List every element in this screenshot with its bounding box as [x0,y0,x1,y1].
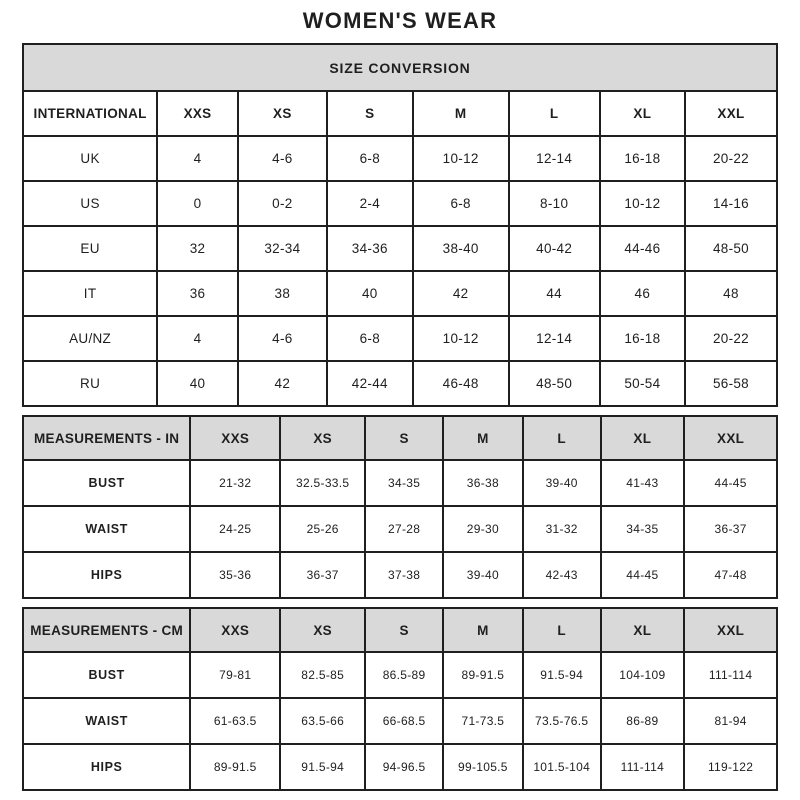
column-header-cell: XL [601,608,685,652]
value-cell: 24-25 [190,506,280,552]
column-header-cell: XXS [190,416,280,460]
row-label-cell: US [23,181,157,226]
value-cell: 16-18 [600,316,685,361]
value-cell: 104-109 [601,652,685,698]
value-cell: 42-43 [523,552,601,598]
value-cell: 66-68.5 [365,698,443,744]
value-cell: 48-50 [509,361,600,406]
value-cell: 36-38 [443,460,523,506]
column-header-cell: S [365,416,443,460]
value-cell: 36-37 [684,506,777,552]
column-header-cell: XS [238,91,327,136]
value-cell: 34-36 [327,226,413,271]
column-header-cell: INTERNATIONAL [23,91,157,136]
value-cell: 56-58 [685,361,777,406]
measurements-in-table [22,415,778,599]
column-header-cell: XXS [157,91,238,136]
value-cell: 32.5-33.5 [280,460,365,506]
value-cell: 10-12 [413,316,509,361]
value-cell: 20-22 [685,136,777,181]
column-header-cell: L [523,416,601,460]
value-cell: 86.5-89 [365,652,443,698]
table-row [23,652,777,698]
row-label-cell: BUST [23,652,190,698]
value-cell: 29-30 [443,506,523,552]
table-row [23,361,777,406]
value-cell: 48 [685,271,777,316]
value-cell: 34-35 [365,460,443,506]
column-header-cell: XXL [685,91,777,136]
value-cell: 21-32 [190,460,280,506]
row-label-cell: RU [23,361,157,406]
row-label-cell: AU/NZ [23,316,157,361]
value-cell: 6-8 [413,181,509,226]
value-cell: 4-6 [238,136,327,181]
value-cell: 91.5-94 [523,652,601,698]
value-cell: 61-63.5 [190,698,280,744]
value-cell: 16-18 [600,136,685,181]
size-conversion-table [22,43,778,407]
value-cell: 91.5-94 [280,744,365,790]
value-cell: 42 [238,361,327,406]
column-header-cell: S [327,91,413,136]
value-cell: 4 [157,136,238,181]
table-banner: SIZE CONVERSION [23,44,777,91]
value-cell: 36-37 [280,552,365,598]
value-cell: 44-46 [600,226,685,271]
value-cell: 63.5-66 [280,698,365,744]
row-label-cell: BUST [23,460,190,506]
value-cell: 32 [157,226,238,271]
table-row [23,136,777,181]
value-cell: 25-26 [280,506,365,552]
row-label-cell: WAIST [23,698,190,744]
value-cell: 44-45 [601,552,685,598]
value-cell: 37-38 [365,552,443,598]
row-label-cell: HIPS [23,552,190,598]
value-cell: 14-16 [685,181,777,226]
value-cell: 6-8 [327,136,413,181]
value-cell: 40-42 [509,226,600,271]
table-row [23,460,777,506]
column-header-cell: XS [280,416,365,460]
row-label-cell: IT [23,271,157,316]
measurements-cm-table [22,607,778,791]
page-title: WOMEN'S WEAR [302,8,498,33]
row-label-cell: EU [23,226,157,271]
table-row [23,316,777,361]
value-cell: 89-91.5 [443,652,523,698]
table-row [23,506,777,552]
row-label-cell: WAIST [23,506,190,552]
table-row [23,552,777,598]
value-cell: 89-91.5 [190,744,280,790]
value-cell: 12-14 [509,316,600,361]
value-cell: 86-89 [601,698,685,744]
value-cell: 111-114 [684,652,777,698]
table-row [23,181,777,226]
column-header-cell: XL [601,416,685,460]
table-row [23,226,777,271]
value-cell: 42 [413,271,509,316]
value-cell: 73.5-76.5 [523,698,601,744]
value-cell: 40 [157,361,238,406]
table-row [23,698,777,744]
column-header-cell: M [413,91,509,136]
value-cell: 31-32 [523,506,601,552]
value-cell: 0 [157,181,238,226]
value-cell: 82.5-85 [280,652,365,698]
value-cell: 38-40 [413,226,509,271]
value-cell: 27-28 [365,506,443,552]
column-header-cell: XXL [684,608,777,652]
value-cell: 36 [157,271,238,316]
column-header-cell: S [365,608,443,652]
value-cell: 2-4 [327,181,413,226]
value-cell: 119-122 [684,744,777,790]
value-cell: 4 [157,316,238,361]
value-cell: 71-73.5 [443,698,523,744]
value-cell: 6-8 [327,316,413,361]
column-header-cell: XS [280,608,365,652]
row-label-cell: UK [23,136,157,181]
column-header-cell: MEASUREMENTS - CM [23,608,190,652]
column-header-cell: XXS [190,608,280,652]
table-row [23,271,777,316]
value-cell: 44-45 [684,460,777,506]
value-cell: 40 [327,271,413,316]
value-cell: 10-12 [413,136,509,181]
value-cell: 41-43 [601,460,685,506]
column-header-cell: MEASUREMENTS - IN [23,416,190,460]
value-cell: 44 [509,271,600,316]
value-cell: 101.5-104 [523,744,601,790]
value-cell: 99-105.5 [443,744,523,790]
value-cell: 48-50 [685,226,777,271]
column-header-cell: L [509,91,600,136]
table-row [23,744,777,790]
value-cell: 4-6 [238,316,327,361]
value-cell: 42-44 [327,361,413,406]
value-cell: 12-14 [509,136,600,181]
column-header-cell: M [443,608,523,652]
value-cell: 46 [600,271,685,316]
value-cell: 20-22 [685,316,777,361]
value-cell: 79-81 [190,652,280,698]
column-header-cell: XL [600,91,685,136]
value-cell: 8-10 [509,181,600,226]
value-cell: 81-94 [684,698,777,744]
value-cell: 10-12 [600,181,685,226]
value-cell: 94-96.5 [365,744,443,790]
value-cell: 38 [238,271,327,316]
column-header-cell: XXL [684,416,777,460]
value-cell: 34-35 [601,506,685,552]
value-cell: 47-48 [684,552,777,598]
value-cell: 39-40 [523,460,601,506]
column-header-cell: M [443,416,523,460]
value-cell: 46-48 [413,361,509,406]
value-cell: 0-2 [238,181,327,226]
value-cell: 39-40 [443,552,523,598]
value-cell: 32-34 [238,226,327,271]
row-label-cell: HIPS [23,744,190,790]
column-header-cell: L [523,608,601,652]
value-cell: 35-36 [190,552,280,598]
value-cell: 111-114 [601,744,685,790]
value-cell: 50-54 [600,361,685,406]
